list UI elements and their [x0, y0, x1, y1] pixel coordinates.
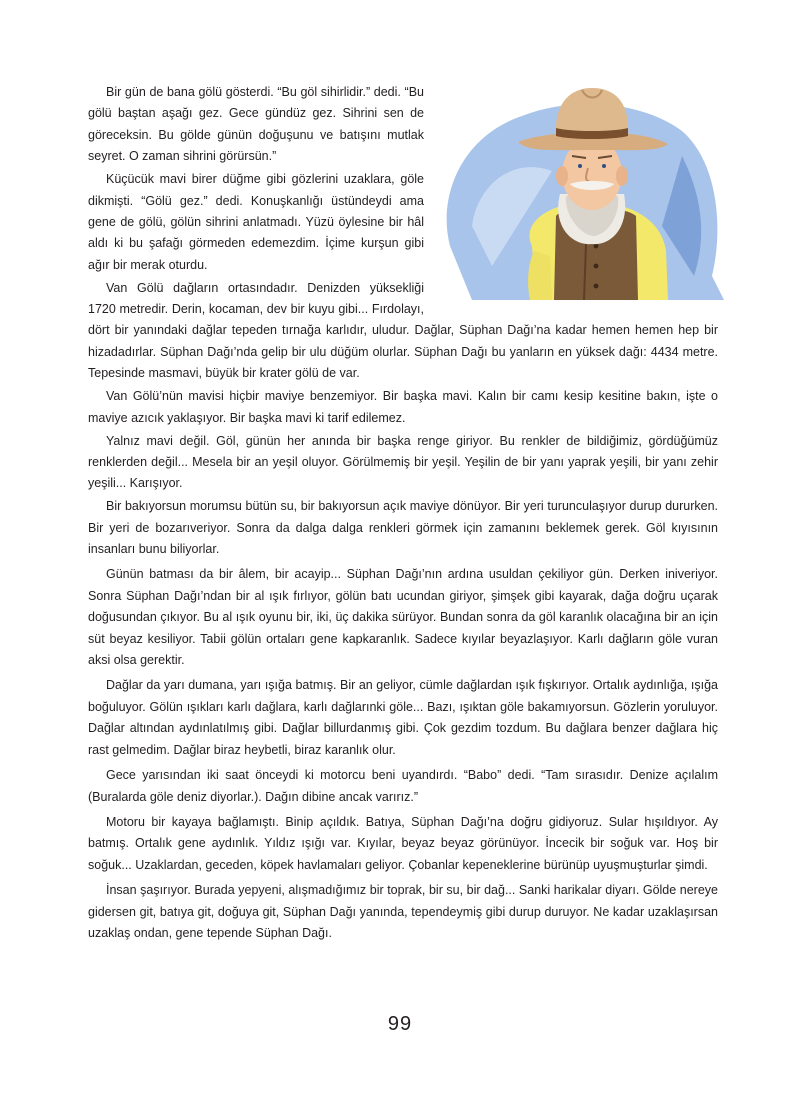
- paragraph: Gece yarısından iki saat önceydi ki motorcu beni uyandırdı. “Babo” dedi. “Tam sırasıdır. Denize açılalım (Buralarda göle deniz diyorlar.). Dağın dibine ancak varırız.”: [88, 768, 718, 804]
- paragraph: Günün batması da bir âlem, bir acayip... Süphan Dağı’nın ardına usuldan çekiliyor gün. Derken iniveriyor. Sonra Süphan Dağı’ndan bir al ışık fırlıyor, gölün batı ucundan giriyor, şimşek gibi kayarak, dağa doğru uçarak doğusundan çıkıyor. Bu al ışık oyunu bir, iki, üç dakika sürüyor. Bundan sonra da göl karanlık olacağına bir an için süt beyaz kesiliyor. Tabii gölün ortaları gene kapkaranlık. Sadece kıyılar beyazlaşıyor. Karlı dağların göle vuran aksi olsa gerektir.: [88, 567, 718, 668]
- paragraph: İnsan şaşırıyor. Burada yepyeni, alışmadığımız bir toprak, bir su, bir dağ... Sanki harikalar diyarı. Gölde nereye gidersen git, batıya git, doğuya git, Süphan Dağı yanında, tependeymiş gibi durup duruyor. Ne kadar uzaklaşırsan uzaklaş ondan, gene tepende Süphan Dağı.: [88, 883, 718, 940]
- paragraph: Yalnız mavi değil. Göl, günün her anında bir başka renge giriyor. Bu renkler de bildiğimiz, gördüğümüz renklerden değil... Mesela bir an yeşil oluyor. Görülmemiş bir yeşil. Yeşilin de bir yanı yaprak yeşili, bir yanı zehir yeşili... Karışıyor.: [88, 433, 718, 491]
- paragraph: Bir gün de bana gölü gösterdi. “Bu göl sihirlidir.” dedi. “Bu gölü baştan aşağı gez. Gece gündüz gez. Sihrini sen de göreceksin. Bu gölde günün doğuşunu ve batışını mutlak seyret. O zaman sihrini görürsün.”: [88, 85, 424, 164]
- story-text: [88, 82, 718, 946]
- paragraph: Van Gölü’nün mavisi hiçbir maviye benzemiyor. Bir başka mavi. Kalın bir camı kesip kesitine bakın, işte o maviye azıcık yaklaşıyor. Bir başka mavi ki tarif edilemez.: [88, 389, 718, 425]
- paragraph: Motoru bir kayaya bağlamıştı. Binip açıldık. Batıya, Süphan Dağı’na doğru gidiyoruz. Sular hışıldıyor. Ay batmış. Ortalık gene aydınlık. Yıldız ışığı var. Kıyılar, beyaz beyaz görünüyor. İncecik bir soğuk var. Hoş bir soğuk... Uzaklardan, geceden, köpek havlamaları geliyor. Çobanlar kepeneklerine bürünüp uyuşmuşturlar şimdi.: [88, 814, 718, 872]
- old-man-illustration: [432, 76, 724, 300]
- paragraph: Küçücük mavi birer düğme gibi gözlerini uzaklara, göle dikmişti. “Gölü gez.” dedi. Konuşkanlığı üstündeydi ama gene de gölü, gölün sihrini anlatmadı. Yüzü öylesine bir hâl aldı ki bu şafağı görmeden edemezdim. İçime kurşun gibi ağır bir merak oturdu.: [88, 172, 424, 272]
- paragraph: Van Gölü dağların ortasındadır. Denizden yüksekliği 1720 metredir. Derin, kocaman, dev bir kuyu gibi... Fırdolayı, dört bir yanındaki dağlar tepeden tırnağa karlıdır, uludur. Dağlar, Süphan Dağı’na kadar hemen hemen hep bir hizadadırlar. Süphan Dağı’nda gelip bir ulu düğüm olurlar. Süphan Dağı bu yanların en yüksek dağı: 4434 metre. Tepesinde masmavi, büyük bir krater gölü de var.: [88, 280, 718, 381]
- page-number: 99: [387, 1013, 413, 1035]
- paragraph: Dağlar da yarı dumana, yarı ışığa batmış. Bir an geliyor, cümle dağlardan ışık fışkırıyor. Ortalık aydınlığa, ışığa boğuluyor. Gölün ışıkları karlı dağlara, karlı dağlarınki göle... Bazı, ışıktan göle bakamıyorsun. Gözlerin yoruluyor. Dağlar altından aydınlatılmış gibi. Dağlar billurdanmış gibi. Çok gezdim tozdum. Bu dağlara benzer dağlara hiç rast gelmedim. Dağlar biraz heybetli, biraz karanlık olur.: [88, 678, 718, 757]
- paragraph: Bir bakıyorsun morumsu bütün su, bir bakıyorsun açık maviye dönüyor. Bir yeri turunculaşıyor durup dururken. Bir yeri de bozarıveriyor. Sonra da dalga dalga renkleri görmek için zamanını beklemek gerek. Göl kıyısının insanları bunu biliyorlar.: [88, 499, 718, 557]
